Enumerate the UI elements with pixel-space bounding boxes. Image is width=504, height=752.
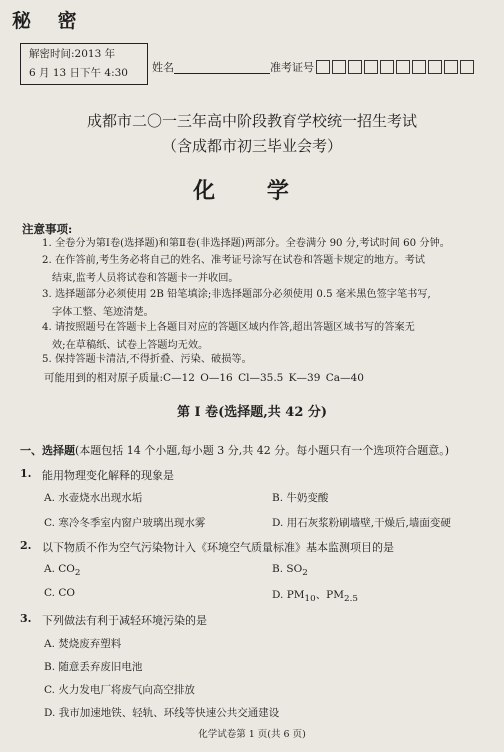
- name-field[interactable]: [174, 61, 270, 74]
- note-text: 请按照题号在答题卡上各题目对应的答题区域内作答,超出答题区域书写的答案无: [54, 322, 415, 333]
- candidate-id-row: [152, 59, 476, 75]
- question-option[interactable]: B. 随意丢弃废旧电池: [44, 661, 143, 673]
- declass-line-1: 解密时间:2013 年: [29, 48, 116, 60]
- question-text: 以下物质不作为空气污染物计入《环境空气质量标准》基本监测项目的是: [42, 541, 394, 554]
- id-digit-box[interactable]: [428, 60, 442, 74]
- question-option[interactable]: B. $SO_2$: [272, 563, 308, 579]
- note-number: 2.: [42, 255, 52, 266]
- notes-heading: 注意事项:: [22, 222, 73, 236]
- part-label: 一、选择题: [20, 444, 75, 457]
- id-label: 准考证号: [270, 61, 314, 74]
- id-digit-box[interactable]: [332, 60, 346, 74]
- note-continuation: 字体工整、笔迹清楚。: [52, 307, 154, 318]
- declass-line-2: 6 月 13 日下午 4:30: [29, 67, 128, 79]
- subject-title: 化 学: [193, 178, 311, 204]
- section-title: 第 Ⅰ 卷(选择题,共 42 分): [176, 405, 328, 420]
- atomic-masses: 可能用到的相对原子质量:C—12 O—16 Cl—35.5 K—39 Ca—40: [44, 372, 364, 384]
- question-option[interactable]: A. $CO_2$: [44, 563, 81, 579]
- exam-subtitle: （含成都市初三毕业会考）: [161, 137, 342, 155]
- note-text: 在作答前,考生务必将自己的姓名、准考证号涂写在试卷和答题卡规定的地方。考试: [54, 255, 425, 266]
- declassification-box: [20, 43, 148, 85]
- id-digit-box[interactable]: [380, 60, 394, 74]
- question-option[interactable]: A. 焚烧废弃塑料: [44, 638, 122, 650]
- question-option[interactable]: D. $PM_{10}$、$PM_{2.5}$: [272, 589, 358, 605]
- note-number: 5.: [42, 354, 52, 365]
- question-option[interactable]: A. 水壶烧水出现水垢: [44, 492, 143, 504]
- part-description: (本题包括 14 个小题,每小题 3 分,共 42 分。每小题只有一个选项符合题意。): [75, 444, 450, 457]
- question-number: 3.: [20, 612, 32, 625]
- note-item: [42, 287, 431, 303]
- secret-label: 秘 密: [12, 10, 87, 32]
- name-label: 姓名: [152, 61, 174, 74]
- id-digit-box[interactable]: [444, 60, 458, 74]
- question-number: 2.: [20, 539, 32, 552]
- note-number: 4.: [42, 322, 52, 333]
- exam-title: 成都市二〇一三年高中阶段教育学校统一招生考试: [86, 112, 417, 130]
- note-number: 3.: [42, 289, 52, 300]
- note-text: 全卷分为第Ⅰ卷(选择题)和第Ⅱ卷(非选择题)两部分。全卷满分 90 分,考试时间 60 分钟。: [54, 238, 450, 249]
- note-continuation: 结束,监考人员将试卷和答题卡一并收回。: [52, 273, 239, 284]
- id-digit-box[interactable]: [348, 60, 362, 74]
- question-option[interactable]: D. 我市加速地铁、轻轨、环线等快速公共交通建设: [44, 707, 280, 719]
- id-digit-box[interactable]: [412, 60, 426, 74]
- part-heading: [20, 442, 449, 458]
- note-continuation: 效;在草稿纸、试卷上答题均无效。: [52, 340, 209, 351]
- note-text: 保持答题卡清洁,不得折叠、污染、破损等。: [54, 354, 252, 365]
- id-digit-box[interactable]: [460, 60, 474, 74]
- question-text: 下列做法有利于减轻环境污染的是: [42, 614, 207, 627]
- question-option[interactable]: C. 寒冷冬季室内窗户玻璃出现水雾: [44, 517, 206, 529]
- note-item: [42, 253, 425, 269]
- note-text: 选择题部分必须使用 2B 铅笔填涂;非选择题部分必须使用 0.5 毫米黑色签字笔书写,: [54, 289, 431, 300]
- id-digit-box[interactable]: [364, 60, 378, 74]
- question-number: 1.: [20, 467, 32, 480]
- question-text: 能用物理变化解释的现象是: [42, 469, 174, 482]
- question-option[interactable]: B. 牛奶变酸: [272, 492, 329, 504]
- id-digit-box[interactable]: [316, 60, 330, 74]
- question-option[interactable]: C. CO: [44, 587, 75, 599]
- note-number: 1.: [42, 238, 52, 249]
- note-item: [42, 236, 450, 252]
- note-item: [42, 352, 252, 368]
- question-option[interactable]: D. 用石灰浆粉刷墙壁,干燥后,墙面变硬: [272, 517, 451, 529]
- note-item: [42, 320, 415, 336]
- id-digit-box[interactable]: [396, 60, 410, 74]
- page-footer: 化学试卷第 1 页(共 6 页): [198, 729, 306, 740]
- question-option[interactable]: C. 火力发电厂将废气向高空排放: [44, 684, 195, 696]
- id-number-boxes[interactable]: [316, 60, 476, 74]
